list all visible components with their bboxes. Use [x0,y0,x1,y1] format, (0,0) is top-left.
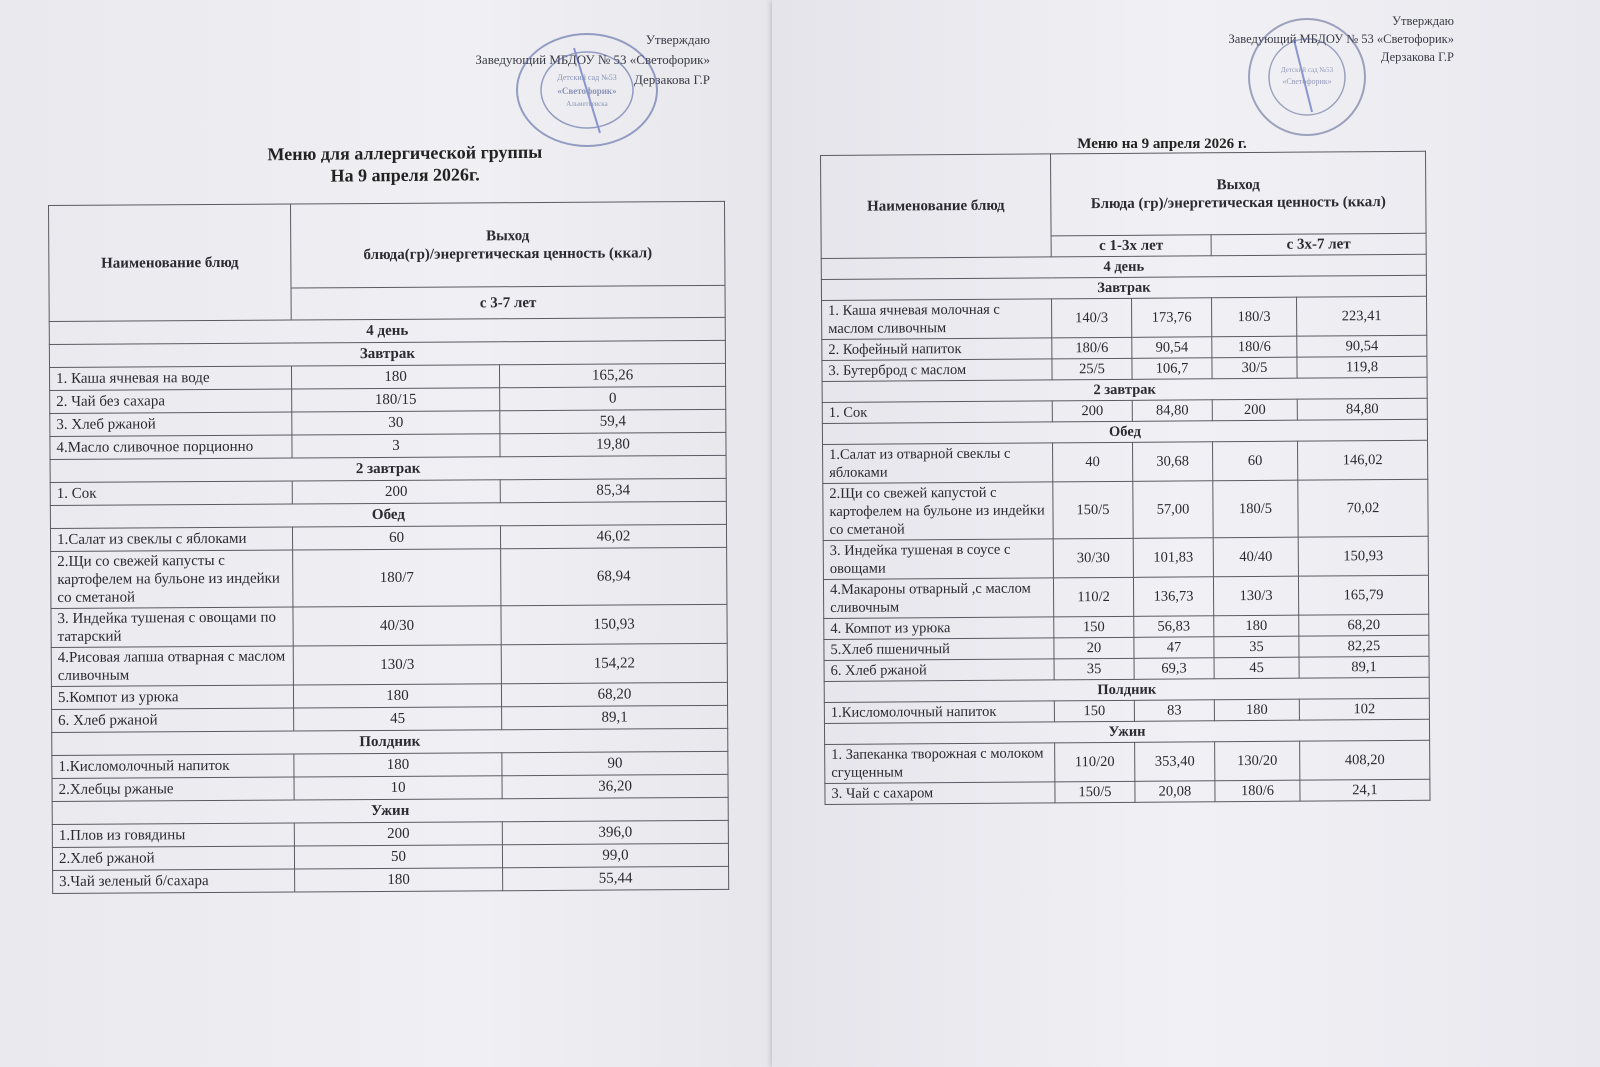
portion-grams: 180/6 [1215,780,1300,802]
portion-grams: 35 [1054,658,1134,680]
approval-line: Утверждаю [645,32,710,47]
portion-grams: 150/5 [1055,781,1135,803]
official-stamp [1242,12,1372,142]
energy-kcal: 146,02 [1298,440,1428,480]
energy-kcal: 223,41 [1297,296,1427,336]
portion-grams: 45 [1214,657,1299,679]
section-title: 2 завтрак [822,377,1427,402]
document-title: Меню на 9 апреля 2026 г. [1077,136,1247,152]
section-title: Полдник [52,728,728,755]
dish-name: 6. Хлеб ржаной [824,659,1054,682]
portion-grams: 130/3 [293,645,501,685]
energy-kcal: 173,76 [1132,298,1212,338]
energy-kcal: 165,26 [499,363,725,387]
svg-text:«Светофорик»: «Светофорик» [1282,77,1332,86]
menu-table [820,151,1431,805]
dish-name: 5.Хлеб пшеничный [824,638,1054,661]
portion-grams: 180/7 [293,549,501,607]
portion-grams: 30/30 [1053,538,1133,578]
energy-kcal: 408,20 [1300,740,1430,780]
energy-kcal: 89,1 [502,705,728,729]
dish-name: 2.Хлеб ржаной [52,846,294,870]
section-title: 2 завтрак [50,455,726,482]
header-age: с 3-7 лет [291,285,725,320]
dish-name: 3.Чай зеленый б/сахара [53,869,295,893]
portion-grams: 180 [291,365,499,389]
dish-name: 4.Макароны отварный ,с маслом сливочным [823,578,1053,619]
energy-kcal: 106,7 [1132,358,1212,380]
svg-text:Детский сад №53: Детский сад №53 [557,73,617,82]
section-title: Ужин [52,797,728,824]
energy-kcal: 68,20 [501,682,727,706]
energy-kcal: 101,83 [1133,538,1213,578]
portion-grams: 60 [292,526,500,550]
header-output: Выход Блюда (гр)/энергетическая ценность (ккал) [1050,151,1426,236]
energy-kcal: 55,44 [503,866,729,890]
portion-grams: 180/6 [1052,337,1132,359]
portion-grams: 10 [294,776,502,800]
portion-grams: 200 [1052,400,1132,422]
portion-grams: 40/30 [293,606,501,646]
dish-row [53,866,729,893]
energy-kcal: 150,93 [1298,536,1428,576]
energy-kcal: 90,54 [1297,335,1427,357]
portion-grams: 130/20 [1215,741,1300,781]
svg-text:Детский сад №53: Детский сад №53 [1280,66,1334,74]
dish-name: 4.Рисовая лапша отварная с маслом сливочным [51,646,293,686]
svg-text:Альметьевска: Альметьевска [566,100,608,108]
section-title: Обед [50,501,726,528]
dish-name: 1.Кисломолочный напиток [52,754,294,778]
energy-kcal: 90 [502,751,728,775]
title: Меню для аллергической группы [267,141,543,165]
portion-grams: 150/5 [1053,481,1133,539]
energy-kcal: 85,34 [500,478,726,502]
portion-grams: 150 [1054,700,1134,722]
portion-grams: 30 [292,411,500,435]
energy-kcal: 119,8 [1297,356,1427,378]
energy-kcal: 47 [1134,637,1214,659]
portion-grams: 110/2 [1053,577,1133,617]
dish-name: 5.Компот из урюка [51,685,293,709]
portion-grams: 180/5 [1213,480,1298,538]
dish-name: 1.Кисломолочный напиток [824,701,1054,724]
svg-text:«Светофорик»: «Светофорик» [557,86,617,96]
section-title: Завтрак [49,340,725,367]
dish-name: 3. Бутерброд с маслом [822,359,1052,382]
energy-kcal: 89,1 [1299,656,1429,678]
portion-grams: 200 [1212,399,1297,421]
portion-grams: 20 [1054,637,1134,659]
subtitle: На 9 апреля 2026г. [330,164,480,186]
section-title: Завтрак [821,275,1426,300]
energy-kcal: 396,0 [502,820,728,844]
portion-grams: 180/3 [1212,297,1297,337]
section-title: Обед [822,419,1427,444]
dish-row [823,536,1428,579]
energy-kcal: 36,20 [502,774,728,798]
energy-kcal: 20,08 [1135,781,1215,803]
energy-kcal: 90,54 [1132,337,1212,359]
header-dish-name: Наименование блюд [821,154,1052,259]
dish-row [822,296,1427,339]
energy-kcal: 82,25 [1299,635,1429,657]
dish-row [51,643,727,686]
portion-grams: 40/40 [1213,537,1298,577]
portion-grams: 140/3 [1052,298,1132,338]
portion-grams: 3 [292,434,500,458]
energy-kcal: 84,80 [1132,400,1212,422]
header-dish-name: Наименование блюд [49,204,292,321]
dish-name: 1. Запеканка творожная с молоком сгущенным [825,743,1055,784]
portion-grams: 130/3 [1213,576,1298,616]
portion-grams: 180 [1214,699,1299,721]
approval-position: Заведующий МБДОУ № 53 «Светофорик» [475,52,710,67]
energy-kcal: 70,02 [1298,479,1428,537]
allergy-menu-table [48,201,729,894]
dish-row [823,575,1428,618]
portion-grams: 110/20 [1055,742,1135,782]
energy-kcal: 59,4 [500,409,726,433]
portion-grams: 180/15 [292,388,500,412]
dish-name: 2.Щи со свежей капустой с картофелем на бульоне из индейки со сметаной [823,482,1053,541]
energy-kcal: 150,93 [501,604,727,644]
dish-row [51,604,727,647]
portion-grams: 30/5 [1212,357,1297,379]
dish-name: 1.Салат из отварной свеклы с яблоками [823,443,1053,484]
dish-name: 3. Чай с сахаром [825,782,1055,805]
energy-kcal: 165,79 [1298,575,1428,615]
dish-name: 4.Масло сливочное порционно [50,435,292,459]
approval-line: Утверждаю [1392,14,1454,28]
energy-kcal: 69,3 [1134,658,1214,680]
energy-kcal: 57,00 [1133,481,1213,539]
dish-name: 3. Индейка тушеная в соусе с овощами [823,539,1053,580]
portion-grams: 50 [294,845,502,869]
dish-name: 6. Хлеб ржаной [52,708,294,732]
day-label: 4 день [821,254,1426,279]
energy-kcal: 46,02 [500,524,726,548]
dish-row [51,547,727,608]
dish-name: 3. Индейка тушеная с овощами по татарский [51,607,293,647]
portion-grams: 180 [294,753,502,777]
portion-grams: 180 [1214,615,1299,637]
portion-grams: 150 [1054,616,1134,638]
dish-name: 4. Компот из урюка [824,617,1054,640]
energy-kcal: 68,94 [501,547,727,605]
dish-row [825,779,1430,804]
portion-grams: 25/5 [1052,358,1132,380]
portion-grams: 35 [1214,636,1299,658]
dish-name: 3. Хлеб ржаной [50,412,292,436]
approval-position: Заведующий МБДОУ № 53 «Светофорик» [1228,32,1454,46]
allergy-menu-sheet [0,0,785,1067]
approval-signatory: Дерзакова Г.Р [633,72,710,87]
energy-kcal: 19,80 [500,432,726,456]
dish-name: 2. Кофейный напиток [822,338,1052,361]
dish-name: 2.Щи со свежей капусты с картофелем на бульоне из индейки со сметаной [51,550,293,608]
energy-kcal: 30,68 [1133,442,1213,482]
dish-name: 1.Салат из свеклы с яблоками [50,527,292,551]
dish-name: 1. Каша ячневая молочная с маслом сливочным [822,299,1052,340]
approval-signatory: Дерзакова Г.Р [1380,50,1454,64]
portion-grams: 60 [1213,441,1298,481]
portion-grams: 180 [295,868,503,892]
section-title: Полдник [824,677,1429,702]
dish-row [823,479,1428,540]
energy-kcal: 99,0 [502,843,728,867]
day-label: 4 день [49,317,725,344]
energy-kcal: 56,83 [1134,616,1214,638]
dish-name: 2. Чай без сахара [50,389,292,413]
energy-kcal: 353,40 [1135,742,1215,782]
dish-name: 2.Хлебцы ржаные [52,777,294,801]
energy-kcal: 136,73 [1133,577,1213,617]
official-stamp [512,28,662,148]
portion-grams: 45 [294,707,502,731]
header-age-3-7: с 3х-7 лет [1211,233,1426,256]
portion-grams: 180/6 [1212,336,1297,358]
energy-kcal: 154,22 [501,643,727,683]
portion-grams: 200 [292,480,500,504]
header-output: Выход блюда(гр)/энергетическая ценность (ккал) [290,201,725,288]
dish-name: 1. Каша ячневая на воде [49,366,291,390]
energy-kcal: 68,20 [1299,614,1429,636]
portion-grams: 40 [1053,442,1133,482]
energy-kcal: 0 [500,386,726,410]
regular-menu-sheet [772,0,1600,1067]
dish-row [825,740,1430,783]
dish-name: 1.Плов из говядины [52,823,294,847]
energy-kcal: 83 [1134,700,1214,722]
dish-row [823,440,1428,483]
energy-kcal: 24,1 [1300,779,1430,801]
portion-grams: 200 [294,822,502,846]
document-title [160,140,650,188]
energy-kcal: 84,80 [1297,398,1427,420]
dish-name: 1. Сок [822,401,1052,424]
portion-grams: 180 [293,684,501,708]
section-title: Ужин [824,719,1429,744]
dish-name: 1. Сок [50,481,292,505]
energy-kcal: 102 [1299,698,1429,720]
header-age-1-3: с 1-3х лет [1051,235,1211,257]
